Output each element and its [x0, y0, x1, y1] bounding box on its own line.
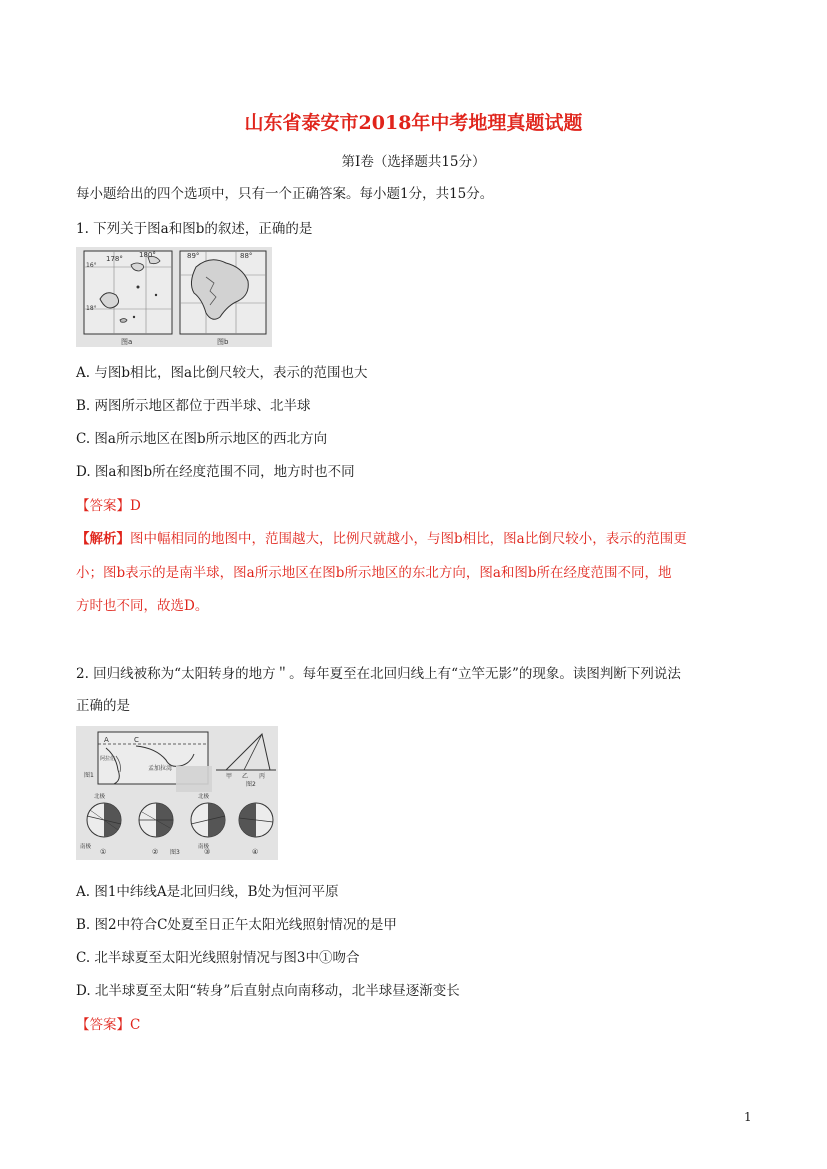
map-b-lon-right: 88° — [240, 252, 253, 260]
q2-answer-tag: 【答案】 — [76, 1017, 130, 1033]
page-number: 1 — [744, 1110, 752, 1124]
globe-2 — [139, 803, 173, 837]
fig1-sea-label: 孟加拉湾 — [148, 765, 173, 772]
q1-option-b: B. 两图所示地区都位于西半球、北半球 — [76, 398, 311, 414]
q1-analysis-tag: 【解析】 — [76, 531, 130, 547]
globe-num-4: ④ — [252, 848, 259, 856]
globe-num-3: ③ — [204, 848, 211, 856]
fig1-mark-c: C — [134, 736, 139, 744]
section-heading: 第Ⅰ卷（选择题共15分） — [341, 154, 486, 170]
q1-map-figure — [76, 247, 272, 347]
q1-option-d: D. 图a和图b所在经度范围不同，地方时也不同 — [76, 464, 355, 480]
fig1-mark-a: A — [104, 736, 109, 744]
globe-north-label-3: 北极 — [198, 794, 210, 800]
globe-south-label-3: 南极 — [198, 844, 210, 850]
q2-stem-line-2: 正确的是 — [76, 698, 130, 714]
fig1-label: 图1 — [84, 772, 94, 779]
q1-answer — [76, 494, 141, 514]
q2-figure-svg — [76, 726, 278, 860]
globe-3 — [191, 803, 225, 837]
map-a-lon-left: 178° — [106, 255, 123, 263]
globe-num-1: ① — [100, 848, 107, 856]
obscured-patch — [176, 766, 212, 792]
globe-south-label-1: 南极 — [80, 844, 92, 850]
q1-option-a: A. 与图b相比，图a比倒尺较大，表示的范围也大 — [76, 365, 368, 381]
q1-analysis-text-1: 图中幅相同的地图中，范围越大，比例尺就越小，与图b相比，图a比倒尺较小，表示的范围更 — [130, 531, 687, 547]
fig2-label: 图2 — [246, 781, 256, 788]
fig2-mark-yi: 乙 — [242, 773, 249, 780]
q1-analysis-line-1 — [76, 527, 687, 547]
globe-num-2: ② — [152, 848, 159, 856]
globe-north-label-1: 北极 — [94, 794, 106, 800]
q2-stem-line-1: 2. 回归线被称为“太阳转身的地方＂。每年夏至在北回归线上有“立竿无影”的现象。读图判断下列说法 — [76, 666, 681, 682]
fig2-mark-jia: 甲 — [226, 773, 233, 780]
map-b-lon-left: 89° — [187, 252, 200, 260]
q1-analysis-line-3: 方时也不同，故选D。 — [76, 598, 209, 614]
map-a-lat-top: 16° — [86, 262, 97, 269]
q2-option-b: B. 图2中符合C处夏至日正午太阳光线照射情况的是甲 — [76, 917, 397, 933]
map-a-label: 图a — [121, 338, 133, 346]
map-a-frame — [84, 251, 172, 334]
q2-option-d: D. 北半球夏至太阳“转身”后直射点向南移动，北半球昼逐渐变长 — [76, 983, 460, 999]
fig1-arabia-label: 阿拉伯 — [100, 756, 116, 762]
q2-option-a: A. 图1中纬线A是北回归线，B处为恒河平原 — [76, 884, 339, 900]
fig2-mark-bing: 丙 — [259, 773, 266, 780]
map-a-lat-bottom: 18° — [86, 305, 97, 312]
q1-answer-value: D — [130, 498, 141, 514]
page-title: 山东省泰安市2018年中考地理真题试题 — [244, 112, 583, 134]
globe-4 — [239, 803, 273, 837]
fig3-label: 图3 — [170, 849, 180, 856]
q1-stem: 1. 下列关于图a和图b的叙述，正确的是 — [76, 221, 313, 237]
q1-analysis-line-2: 小；图b表示的是南半球，图a所示地区在图b所示地区的东北方向，图a和图b所在经度范围不同，地 — [76, 565, 672, 581]
q1-map-svg — [76, 247, 272, 347]
q2-option-c: C. 北半球夏至太阳光线照射情况与图3中①吻合 — [76, 950, 360, 966]
q2-answer-value: C — [130, 1017, 141, 1033]
instructions: 每小题给出的四个选项中，只有一个正确答案。每小题1分，共15分。 — [76, 186, 494, 202]
q1-option-c: C. 图a所示地区在图b所示地区的西北方向 — [76, 431, 328, 447]
map-a-lon-right: 180° — [139, 251, 156, 259]
globe-1 — [87, 803, 121, 837]
q2-composite-figure — [76, 726, 278, 860]
q2-answer — [76, 1013, 140, 1033]
map-b-label: 图b — [217, 338, 229, 346]
q1-answer-tag: 【答案】 — [76, 498, 130, 514]
